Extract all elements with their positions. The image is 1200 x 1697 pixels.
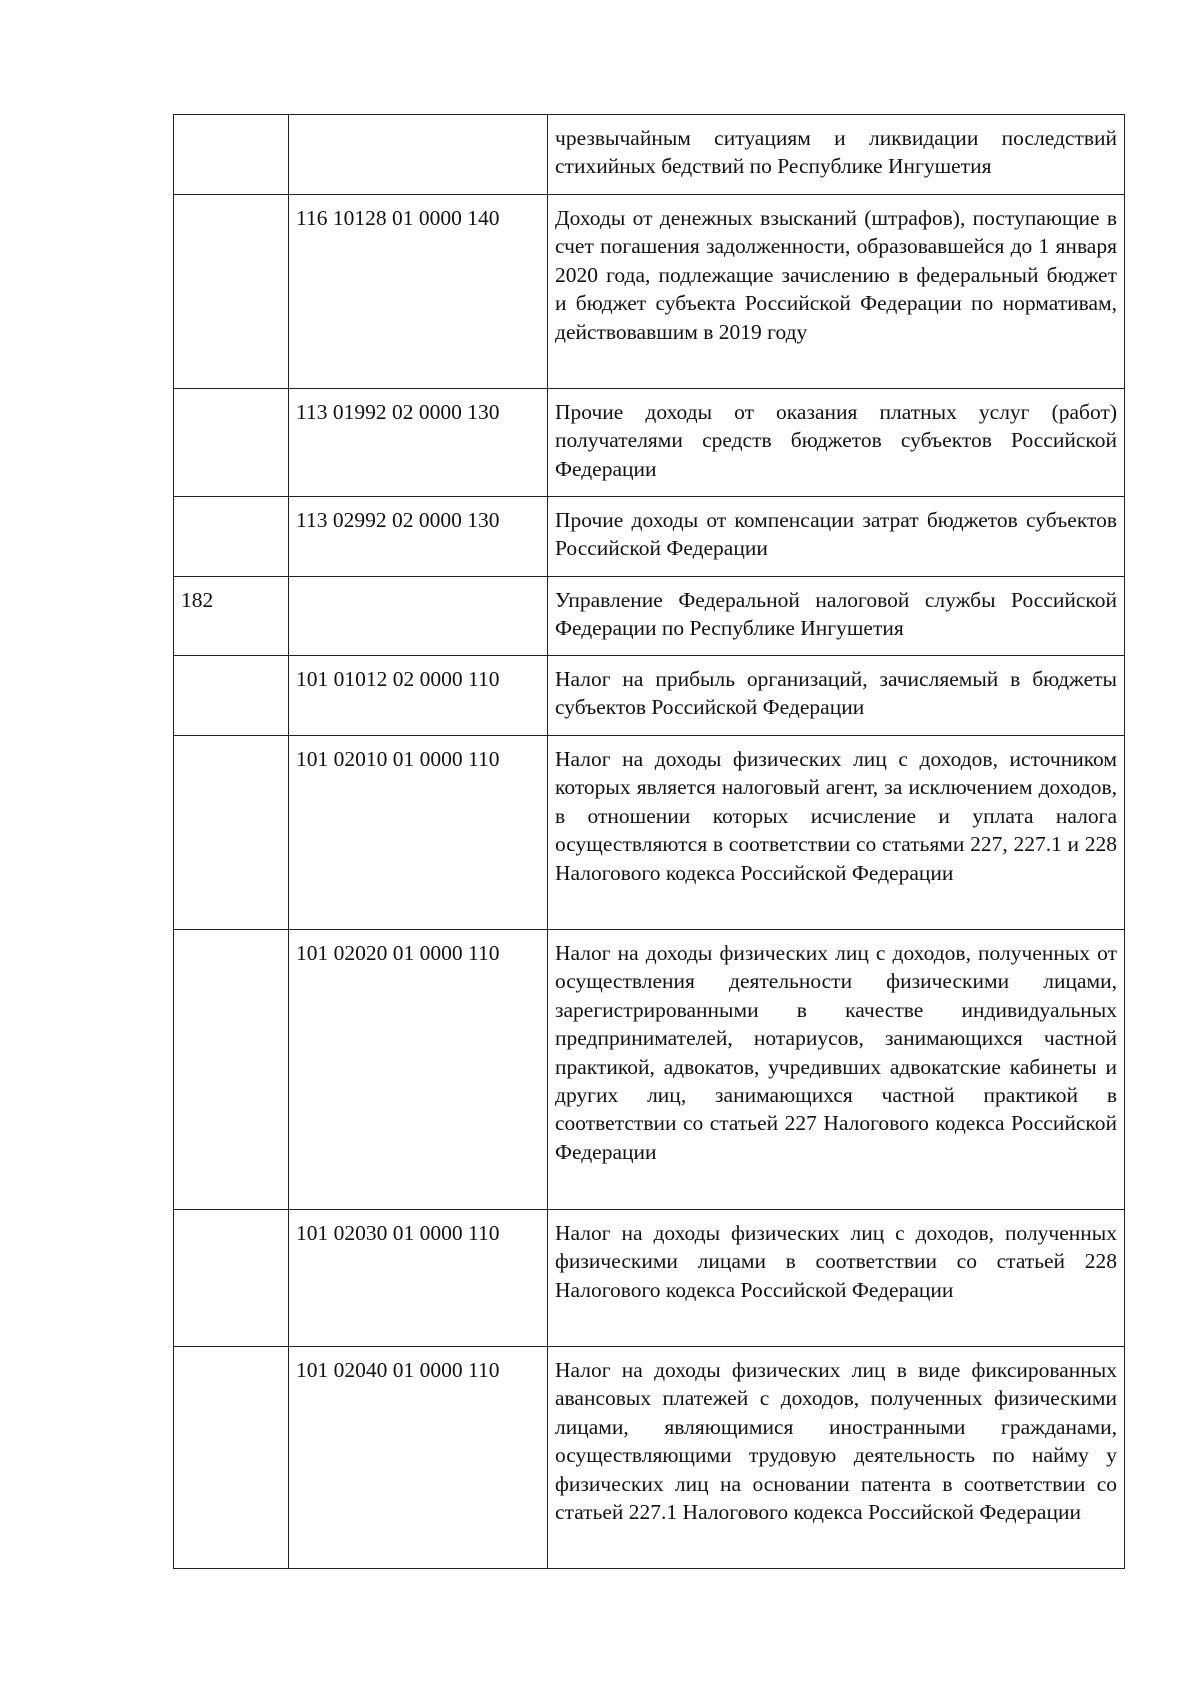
admin-code-cell: 182 [174, 577, 289, 656]
description-cell: Налог на доходы физических лиц с доходов, полученных физическими лицами в соответствии со статьей 228 Налогового кодекса Российской Федерации [548, 1210, 1125, 1347]
revenue-code-cell: 101 02010 01 0000 110 [289, 736, 548, 930]
admin-code-cell [174, 497, 289, 577]
description-cell: Налог на прибыль организаций, зачисляемый в бюджеты субъектов Российской Федерации [548, 656, 1125, 736]
description-cell: Доходы от денежных взысканий (штрафов), поступающие в счет погашения задолженности, образовавшейся до 1 января 2020 года, подлежащие зачислению в федеральный бюджет и бюджет субъекта Российской Федерации по нормативам, действовавшим в 2019 году [548, 195, 1125, 389]
revenue-codes-table [173, 114, 1125, 1569]
revenue-code-cell: 101 01012 02 0000 110 [289, 656, 548, 736]
admin-code-cell [174, 930, 289, 1210]
table-row [174, 389, 1125, 497]
table-row [174, 930, 1125, 1210]
admin-code-cell [174, 389, 289, 497]
revenue-code-cell [289, 115, 548, 195]
description-cell: Налог на доходы физических лиц в виде фиксированных авансовых платежей с доходов, полученных физическими лицами, являющимися иностранными гражданами, осуществляющими трудовую деятельность по найму у физических лиц на основании патента в соответствии со статьей 227.1 Налогового кодекса Российской Федерации [548, 1347, 1125, 1569]
table-row [174, 497, 1125, 577]
revenue-code-cell: 101 02040 01 0000 110 [289, 1347, 548, 1569]
revenue-code-cell: 101 02020 01 0000 110 [289, 930, 548, 1210]
admin-code-cell [174, 736, 289, 930]
description-cell: Налог на доходы физических лиц с доходов, источником которых является налоговый агент, за исключением доходов, в отношении которых исчисление и уплата налога осуществляются в соответствии со статьями 227, 227.1 и 228 Налогового кодекса Российской Федерации [548, 736, 1125, 930]
admin-code-cell [174, 656, 289, 736]
description-cell: Налог на доходы физических лиц с доходов, полученных от осуществления деятельности физическими лицами, зарегистрированными в качестве индивидуальных предпринимателей, нотариусов, занимающихся частной практикой, адвокатов, учредивших адвокатские кабинеты и других лиц, занимающихся частной практикой в соответствии со статьей 227 Налогового кодекса Российской Федерации [548, 930, 1125, 1210]
admin-code-cell [174, 1347, 289, 1569]
table-row [174, 195, 1125, 389]
description-cell: Прочие доходы от компенсации затрат бюджетов субъектов Российской Федерации [548, 497, 1125, 577]
table-row [174, 656, 1125, 736]
description-cell: чрезвычайным ситуациям и ликвидации последствий стихийных бедствий по Республике Ингушетия [548, 115, 1125, 195]
table-row [174, 115, 1125, 195]
revenue-code-cell: 101 02030 01 0000 110 [289, 1210, 548, 1347]
admin-code-cell [174, 1210, 289, 1347]
revenue-code-cell: 113 01992 02 0000 130 [289, 389, 548, 497]
table-row [174, 577, 1125, 656]
table-row [174, 736, 1125, 930]
admin-code-cell [174, 115, 289, 195]
revenue-code-cell [289, 577, 548, 656]
admin-code-cell [174, 195, 289, 389]
description-cell: Прочие доходы от оказания платных услуг (работ) получателями средств бюджетов субъектов Российской Федерации [548, 389, 1125, 497]
table-row [174, 1210, 1125, 1347]
table-row [174, 1347, 1125, 1569]
revenue-code-cell: 116 10128 01 0000 140 [289, 195, 548, 389]
revenue-code-cell: 113 02992 02 0000 130 [289, 497, 548, 577]
description-cell: Управление Федеральной налоговой службы Российской Федерации по Республике Ингушетия [548, 577, 1125, 656]
